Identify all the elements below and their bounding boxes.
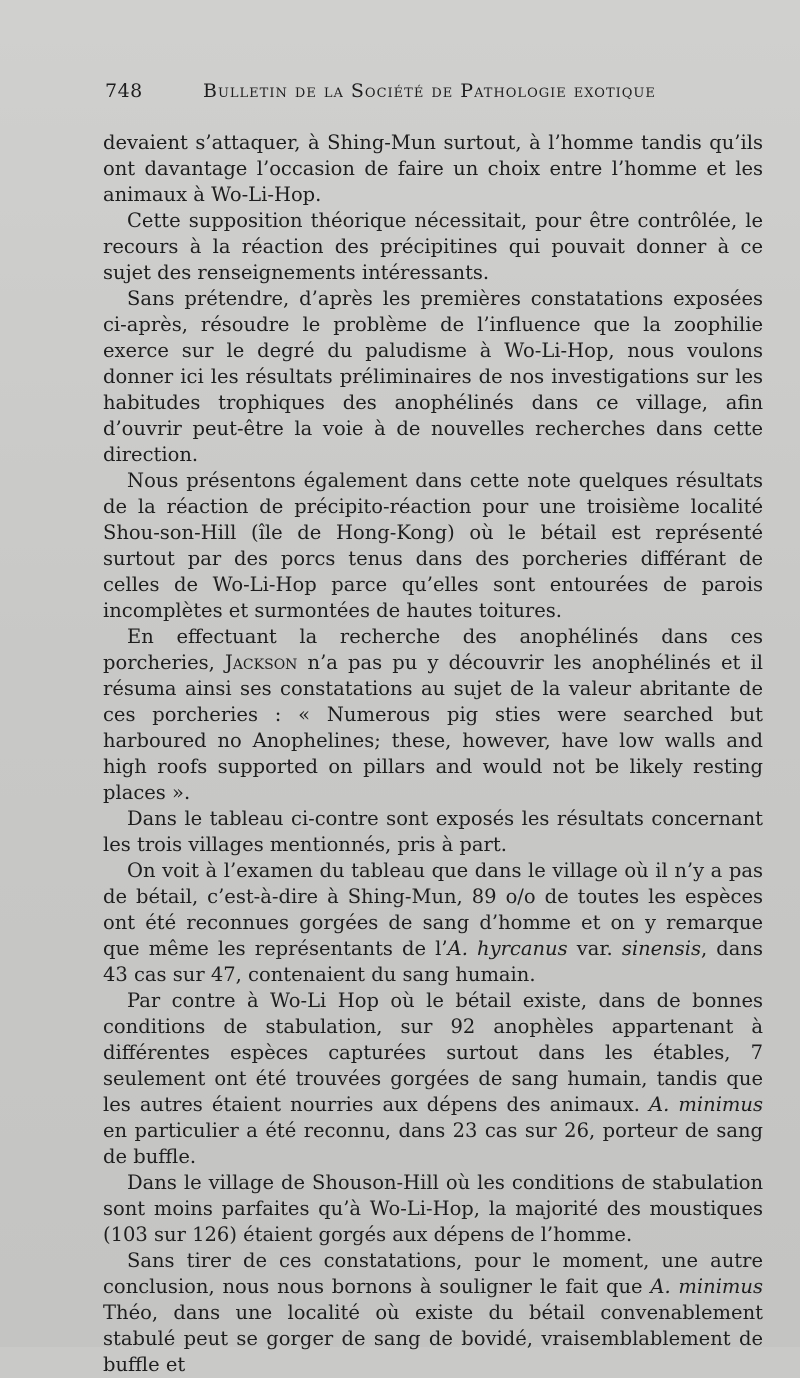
text-run: Sans tirer de ces constatations, pour le moment, une autre conclusion, nous nous bornons à souligner le fait que	[103, 1249, 763, 1298]
text-run: , dans 43 cas sur 47, contenaient du sang humain.	[103, 937, 763, 986]
paragraph	[103, 286, 763, 468]
italic-text: sinensis	[621, 937, 701, 960]
italic-text: A. minimus	[650, 1275, 763, 1298]
author-name: Jackson	[225, 651, 298, 674]
page-number: 748	[105, 80, 143, 102]
text-run: On voit à l’examen du tableau que dans le village où il n’y a pas de bétail, c’est-à-dire à Shing-Mun, 89 o/o de toutes les espèces ont été reconnues gorgées de sang d’homme et on y remarque que même les représentants de l’	[103, 859, 763, 960]
text-run: var.	[567, 937, 622, 960]
paragraph	[103, 858, 763, 988]
body-text	[103, 130, 763, 1378]
text-run: Cette supposition théorique nécessitait, pour être contrôlée, le recours à la réaction des précipitines qui pouvait donner à ce sujet des renseignements intéressants.	[103, 209, 763, 284]
paragraph	[103, 988, 763, 1170]
text-run: Dans le village de Shouson-Hill où les conditions de stabulation sont moins parfaites qu’à Wo-Li-Hop, la majorité des moustiques (103 sur 126) étaient gorgés aux dépens de l’homme.	[103, 1171, 763, 1246]
text-run: Nous présentons également dans cette note quelques résultats de la réaction de précipito-réaction pour une troisième localité Shou-son-Hill (île de Hong-Kong) où le bétail est représenté surtout par des porcs tenus dans des porcheries différant de celles de Wo-Li-Hop parce qu’elles sont entourées de parois incomplètes et surmontées de hautes toitures.	[103, 469, 763, 622]
text-run: Dans le tableau ci-contre sont exposés les résultats concernant les trois villages mentionnés, pris à part.	[103, 807, 763, 856]
paragraph	[103, 468, 763, 624]
text-run: Théo, dans une localité où existe du bétail convenablement stabulé peut se gorger de sang de bovidé, vraisemblablement de buffle et	[103, 1301, 763, 1376]
journal-title: Bulletin de la Société de Pathologie exotique	[203, 80, 656, 102]
paragraph	[103, 130, 763, 208]
italic-text: A. minimus	[649, 1093, 763, 1116]
paragraph	[103, 806, 763, 858]
text-run: n’a pas pu y découvrir les anophélinés et il résuma ainsi ses constatations au sujet de la valeur abritante de ces porcheries : « Numerous pig sties were searched but harboured no Anophelines; these, however, have low walls and high roofs supported on pillars and would not be likely resting places ».	[103, 651, 763, 804]
paragraph	[103, 1170, 763, 1248]
paragraph	[103, 1248, 763, 1378]
text-run: devaient s’attaquer, à Shing-Mun surtout, à l’homme tandis qu’ils ont davantage l’occasion de faire un choix entre l’homme et les animaux à Wo-Li-Hop.	[103, 131, 763, 206]
paragraph	[103, 208, 763, 286]
paragraph	[103, 624, 763, 806]
text-run: en particulier a été reconnu, dans 23 cas sur 26, porteur de sang de buffle.	[103, 1119, 763, 1168]
text-run: En effectuant la recherche des anophélinés dans ces porcheries,	[103, 625, 763, 674]
text-run: Par contre à Wo-Li Hop où le bétail existe, dans de bonnes conditions de stabulation, sur 92 anophèles appartenant à différentes espèces capturées surtout dans les étables, 7 seulement ont été trouvées gorgées de sang humain, tandis que les autres étaient nourries aux dépens des animaux.	[103, 989, 763, 1116]
italic-text: A. hyrcanus	[447, 937, 568, 960]
text-run: Sans prétendre, d’après les premières constatations exposées ci-après, résoudre le problème de l’influence que la zoophilie exerce sur le degré du paludisme à Wo-Li-Hop, nous voulons donner ici les résultats préliminaires de nos investigations sur les habitudes trophiques des anophélinés dans ce village, afin d’ouvrir peut-être la voie à de nouvelles recherches dans cette direction.	[103, 287, 763, 466]
